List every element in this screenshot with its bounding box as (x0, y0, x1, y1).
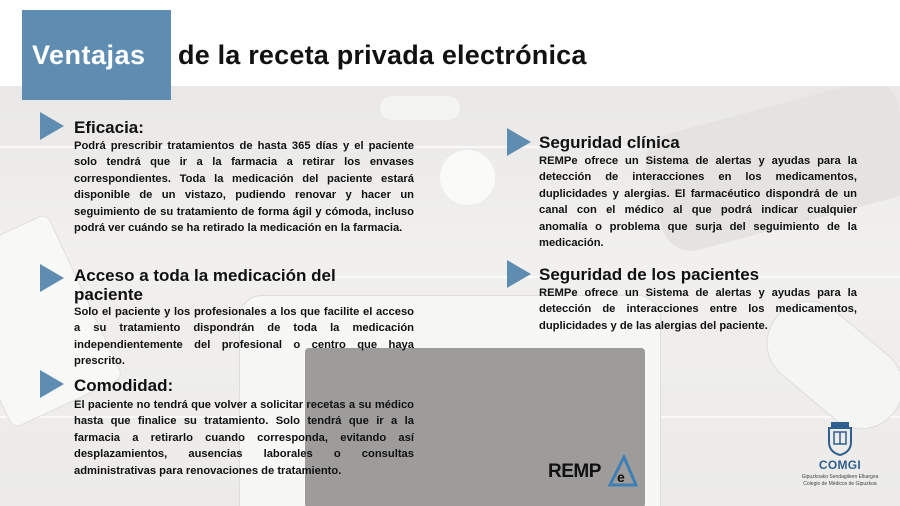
rempe-logo-icon (608, 455, 638, 487)
rempe-logo-text: REMP (548, 461, 601, 482)
comgi-logo-text: COMGI (818, 458, 862, 472)
title-highlight-box (22, 10, 171, 100)
section-heading: Seguridad de los pacientes (539, 265, 760, 284)
rempe-logo-letter: e (617, 469, 625, 485)
section-heading: Comodidad: (74, 376, 174, 395)
comgi-crest-icon (825, 420, 855, 456)
comgi-subtitle-es: Colegio de Médicos de Gipuzkoa (803, 481, 877, 487)
rempe-logo (548, 455, 638, 487)
section-heading: Seguridad clínica (539, 133, 680, 152)
background-pill (380, 96, 460, 120)
title-highlight: Ventajas (32, 40, 146, 70)
section-heading: Eficacia: (74, 118, 144, 137)
section-body: El paciente no tendrá que volver a solicitar recetas a su médico hasta que finalice su tratamiento. Solo tendrá que ir a la farmacia a retirarlo cuando corresponda, evitando así desplazamientos, ausencias laborales o consultas administrativas para renovaciones de tratamiento. (74, 399, 414, 477)
section-heading: Acceso a toda la medicación del paciente (74, 266, 336, 304)
section-body: REMPe ofrece un Sistema de alertas y ayudas para la detección de interacciones en los medicamentos, duplicidades y alergias. El farmacéutico dispondrá de un canal con el médico al que podrá indicar cualquier anomalía o problema que surja del seguimiento de la medicación. (539, 155, 857, 250)
arrow-bullet-icon (40, 112, 64, 140)
section-body: Solo el paciente y los profesionales a los que facilite el acceso a su tratamiento dispondrán de toda la medicación independientemente del profesional o centro que haya prescrito. (74, 306, 414, 368)
background-pill (440, 150, 495, 205)
section-body: REMPe ofrece un Sistema de alertas y ayudas para la detección de interacciones entre los medicamentos, duplicidades y de las alergias del paciente. (539, 287, 857, 332)
comgi-logo (800, 420, 880, 495)
arrow-bullet-icon (40, 370, 64, 398)
arrow-bullet-icon (507, 128, 531, 156)
page-title: de la receta privada electrónica (178, 40, 587, 70)
arrow-bullet-icon (40, 264, 64, 292)
section-body: Podrá prescribir tratamientos de hasta 365 días y el paciente solo tendrá que ir a la farmacia a retirar los envases correspondientes. Toda la medicación del paciente estará disponible de un vistazo, pudiendo renovar y hacer un seguimiento de su tratamiento de forma ágil y cómoda, incluso podrá ver cuándo se ha retirado la medicación en la farmacia. (74, 140, 414, 235)
arrow-bullet-icon (507, 260, 531, 288)
comgi-subtitle-eu: Gipuzkoako Sendagileen Elkargoa (801, 474, 879, 480)
